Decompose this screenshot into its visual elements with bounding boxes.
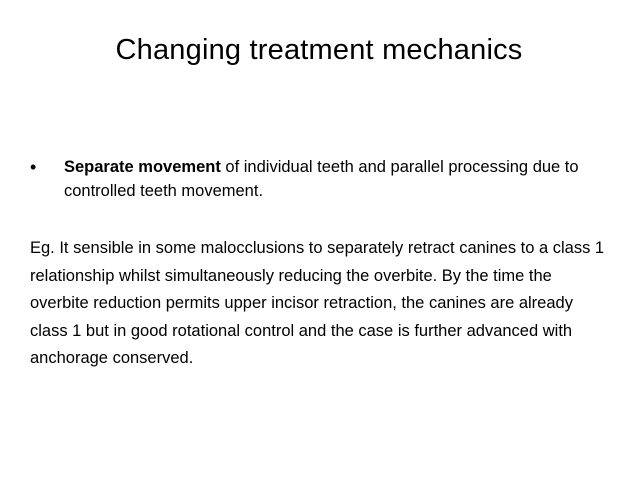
bullet-text [64, 155, 590, 203]
body-paragraph: Eg. It sensible in some malocclusions to separately retract canines to a class 1 relationship whilst simultaneously reducing the overbite. By the time the overbite reduction permits upper incisor retraction, the canines are already class 1 but in good rotational control and the case is further advanced with anchorage conserved. [30, 239, 605, 367]
bullet-item [30, 155, 590, 203]
slide-title: Changing treatment mechanics [115, 34, 523, 66]
bullet-bold-text: Separate movement [64, 158, 221, 176]
bullet-rest-text: of individual teeth and parallel processing due to controlled teeth movement. [64, 158, 579, 200]
bullet-marker: • [30, 157, 37, 177]
